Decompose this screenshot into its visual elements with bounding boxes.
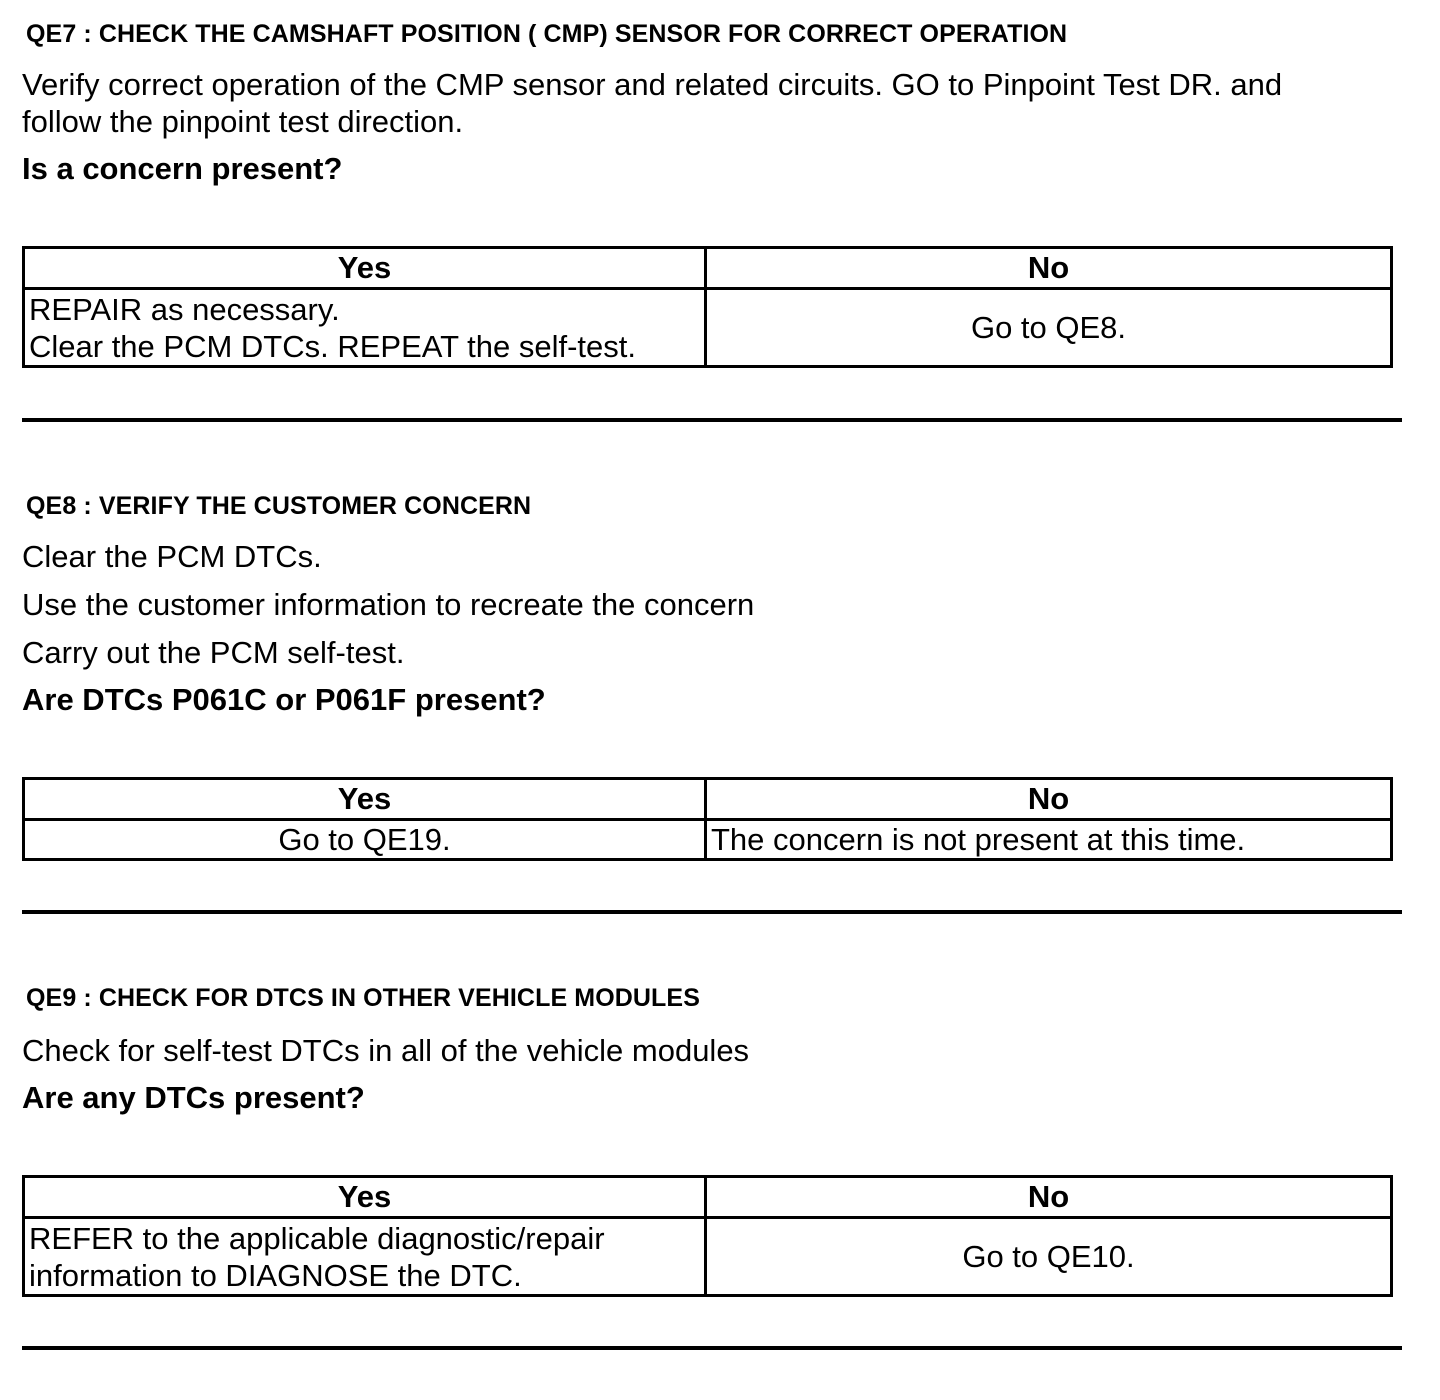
decision-table-qe8	[22, 777, 1393, 861]
yes-action-line: Clear the PCM DTCs. REPEAT the self-test.	[29, 328, 636, 364]
no-action-cell: Go to QE10.	[706, 1218, 1392, 1296]
step-title-qe7: QE7 : CHECK THE CAMSHAFT POSITION ( CMP) SENSOR FOR CORRECT OPERATION	[26, 20, 1068, 48]
yes-action-cell	[24, 1218, 706, 1296]
yes-header: Yes	[24, 248, 706, 289]
yes-action-line: REPAIR as necessary.	[29, 291, 340, 327]
question-qe8: Are DTCs P061C or P061F present?	[22, 682, 546, 717]
step-title-qe8: QE8 : VERIFY THE CUSTOMER CONCERN	[26, 492, 532, 520]
yes-action-cell: Go to QE19.	[24, 820, 706, 860]
decision-table-qe9	[22, 1175, 1393, 1297]
section-divider	[22, 1346, 1402, 1350]
no-header: No	[706, 1177, 1392, 1218]
section-divider	[22, 418, 1402, 422]
yes-action-cell	[24, 289, 706, 367]
instruction-qe8-line1: Clear the PCM DTCs.	[22, 539, 322, 574]
instruction-qe8-line2: Use the customer information to recreate the concern	[22, 587, 755, 622]
instruction-qe8-line3: Carry out the PCM self-test.	[22, 635, 405, 670]
question-qe9: Are any DTCs present?	[22, 1080, 365, 1115]
yes-action-line: information to DIAGNOSE the DTC.	[29, 1257, 522, 1293]
instruction-qe7-line1: Verify correct operation of the CMP sensor and related circuits. GO to Pinpoint Test DR. and	[22, 67, 1283, 102]
no-header: No	[706, 248, 1392, 289]
yes-action-line: REFER to the applicable diagnostic/repair	[29, 1220, 605, 1256]
yes-header: Yes	[24, 1177, 706, 1218]
question-qe7: Is a concern present?	[22, 151, 343, 186]
instruction-qe9-line1: Check for self-test DTCs in all of the vehicle modules	[22, 1033, 750, 1068]
section-divider	[22, 910, 1402, 914]
decision-table-qe7	[22, 246, 1393, 368]
no-header: No	[706, 779, 1392, 820]
yes-header: Yes	[24, 779, 706, 820]
no-action-cell: The concern is not present at this time.	[706, 820, 1392, 860]
instruction-qe7-line2: follow the pinpoint test direction.	[22, 104, 464, 139]
step-title-qe9: QE9 : CHECK FOR DTCS IN OTHER VEHICLE MODULES	[26, 984, 700, 1012]
no-action-cell: Go to QE8.	[706, 289, 1392, 367]
